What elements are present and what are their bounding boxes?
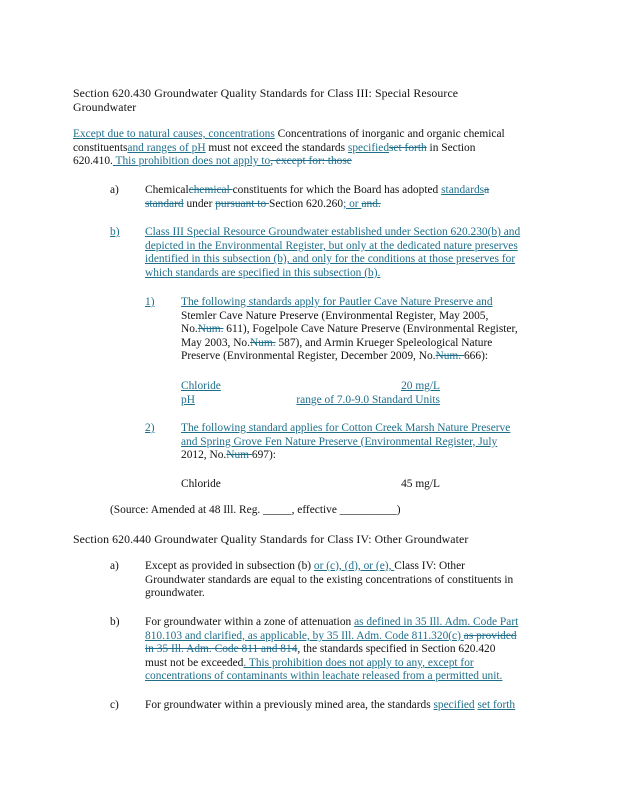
subsection-a-text <box>145 560 550 601</box>
inserted-text: . This prohibition does not apply to any <box>243 656 423 669</box>
inserted-text: concentrations of contaminants within leachate released from a permitted unit. <box>145 670 503 683</box>
text-run: must not be exceeded <box>145 656 244 669</box>
text-run: Groundwater standards are equal to the existing concentrations of constituents in <box>145 573 514 586</box>
standard-value: 45 mg/L <box>401 478 440 490</box>
text-line: depicted in the Environmental Register, but only at the dedicated nature preserves <box>145 239 518 252</box>
standard-name: Chloride <box>181 380 221 392</box>
text-run: constituents for which the Board has adopted <box>232 184 442 196</box>
inserted-text: set forth <box>477 699 516 711</box>
item-2-text <box>181 422 551 463</box>
section-620-440-heading <box>73 533 553 547</box>
deleted-text: Num. <box>435 350 464 363</box>
text-run: Stemler Cave Nature Preserve (Environmental Register, May 2005, <box>181 309 489 322</box>
text-run: Section 620.260 <box>269 197 344 210</box>
inserted-text: standards <box>441 184 485 196</box>
text-run: For groundwater within a zone of attenuation <box>145 616 355 628</box>
deleted-text: set forth <box>389 141 427 154</box>
inserted-text: and Spring Grove Fen Nature Preserve (Environmental Register, July <box>181 435 498 448</box>
deleted-text: as provided <box>463 629 517 642</box>
inserted-text: as defined in 35 Ill. Adm. Code Part <box>354 616 519 628</box>
deleted-text: in 35 Ill. Adm. Code 811 and 814 <box>145 643 298 656</box>
inserted-text: 810.103 and clarified, as applicable, by 35 Ill. Adm. Code 811.320(c) <box>145 629 464 642</box>
deleted-text: pursuant to <box>215 197 270 210</box>
text-run: 620.410. <box>73 155 113 168</box>
text-run: ) <box>396 504 401 516</box>
text-run: must not exceed the standards <box>205 141 348 154</box>
heading-line: Groundwater <box>73 99 137 114</box>
text-run: under <box>183 197 216 210</box>
inserted-text: The following standard applies for Cotton Creek Marsh Nature Preserve <box>181 422 511 434</box>
text-run: groundwater. <box>145 587 205 600</box>
heading-line: Section 620.430 Groundwater Quality Standards for Class III: Special Resource <box>73 86 459 100</box>
inserted-text: specified <box>433 699 475 711</box>
item-2-label: 2) <box>145 422 155 434</box>
subsection-b-text <box>145 616 555 684</box>
text-run: 2012, No. <box>181 449 227 462</box>
subsection-c-label: c) <box>110 699 119 711</box>
text-run: 587), and Armin Krueger Speleological Nature <box>275 336 493 349</box>
section-620-430-intro <box>73 128 543 169</box>
text-run: (Source: Amended at 48 Ill. Reg. <box>110 504 264 516</box>
deleted-text: : those <box>321 155 352 168</box>
subsection-c-text <box>145 699 555 713</box>
inserted-text: The following standards apply for Pautler Cave Nature Preserve and <box>181 296 493 308</box>
text-run: ): <box>481 350 489 363</box>
deleted-text: Num. <box>249 336 276 349</box>
text-run: Class IV: Other <box>394 560 465 572</box>
deleted-text: standard <box>145 197 184 210</box>
deleted-text: chemical <box>188 184 233 196</box>
text-run: 697 <box>251 449 269 462</box>
blank-field: _____ <box>263 504 292 516</box>
text-run: May 2003, No. <box>181 336 250 349</box>
text-line: Class III Special Resource Groundwater established under Section 620.230(b) and <box>145 226 521 238</box>
section-620-430-heading <box>73 87 553 114</box>
deleted-text: , except for <box>270 155 322 168</box>
standard-value: 20 mg/L <box>401 380 440 392</box>
text-run: in Section <box>426 141 476 154</box>
text-line: which standards are specified in this subsection (b). <box>145 266 381 279</box>
text-run: ): <box>268 449 276 462</box>
standard-value: range of 7.0-9.0 Standard Units <box>296 394 440 406</box>
subsection-a-text <box>145 184 550 211</box>
text-line: identified in this subsection (b), and only for the conditions at those preserves for <box>145 253 516 266</box>
item-1-text <box>181 296 551 364</box>
inserted-text: or (c), <box>313 560 345 572</box>
inserted-text: ; or <box>343 197 362 210</box>
standard-name: pH <box>181 394 195 406</box>
inserted-text: (d), or (e), <box>344 560 395 572</box>
text-run: Preserve (Environmental Register, December 2009, No. <box>181 350 436 363</box>
source-note <box>110 504 550 518</box>
subsection-b-label: b) <box>110 226 120 238</box>
text-run: of inorganic and organic chemical <box>349 128 505 140</box>
text-run: No. <box>181 323 198 336</box>
item-1-label: 1) <box>145 296 155 308</box>
blank-field: __________ <box>339 504 397 516</box>
inserted-text: Except due to natural causes, concentrations <box>73 128 275 140</box>
subsection-a-label: a) <box>110 184 119 196</box>
standard-name: Chloride <box>181 478 221 490</box>
subsection-a-label: a) <box>110 560 119 572</box>
inserted-text: specified <box>347 141 390 154</box>
deleted-text: Num. <box>197 323 224 336</box>
heading-line: Section 620.440 Groundwater Quality Standards for Class IV: Other Groundwater <box>73 532 469 546</box>
deleted-text: and. <box>361 197 381 210</box>
text-run: Concentrations <box>274 128 350 140</box>
inserted-text: and ranges of pH <box>127 141 206 154</box>
deleted-text: a <box>484 184 490 196</box>
text-run: 611), Fogelpole Cave Nature Preserve (Environmental Register, <box>223 323 518 336</box>
subsection-b-label: b) <box>110 616 120 628</box>
text-run: Chemical <box>145 184 189 196</box>
text-run: Except as provided in subsection (b) <box>145 560 314 572</box>
text-run: 666 <box>463 350 482 363</box>
subsection-b-text <box>145 226 555 280</box>
text-run: , effective <box>291 504 340 516</box>
inserted-text: , except for <box>422 656 474 669</box>
text-run: For groundwater within a previously mined area, the standards <box>145 699 434 711</box>
text-run: constituents <box>73 141 128 154</box>
inserted-text: This prohibition does not apply to <box>112 155 271 168</box>
text-run: , the standards specified in Section 620.420 <box>297 643 496 656</box>
deleted-text: Num <box>226 449 252 462</box>
